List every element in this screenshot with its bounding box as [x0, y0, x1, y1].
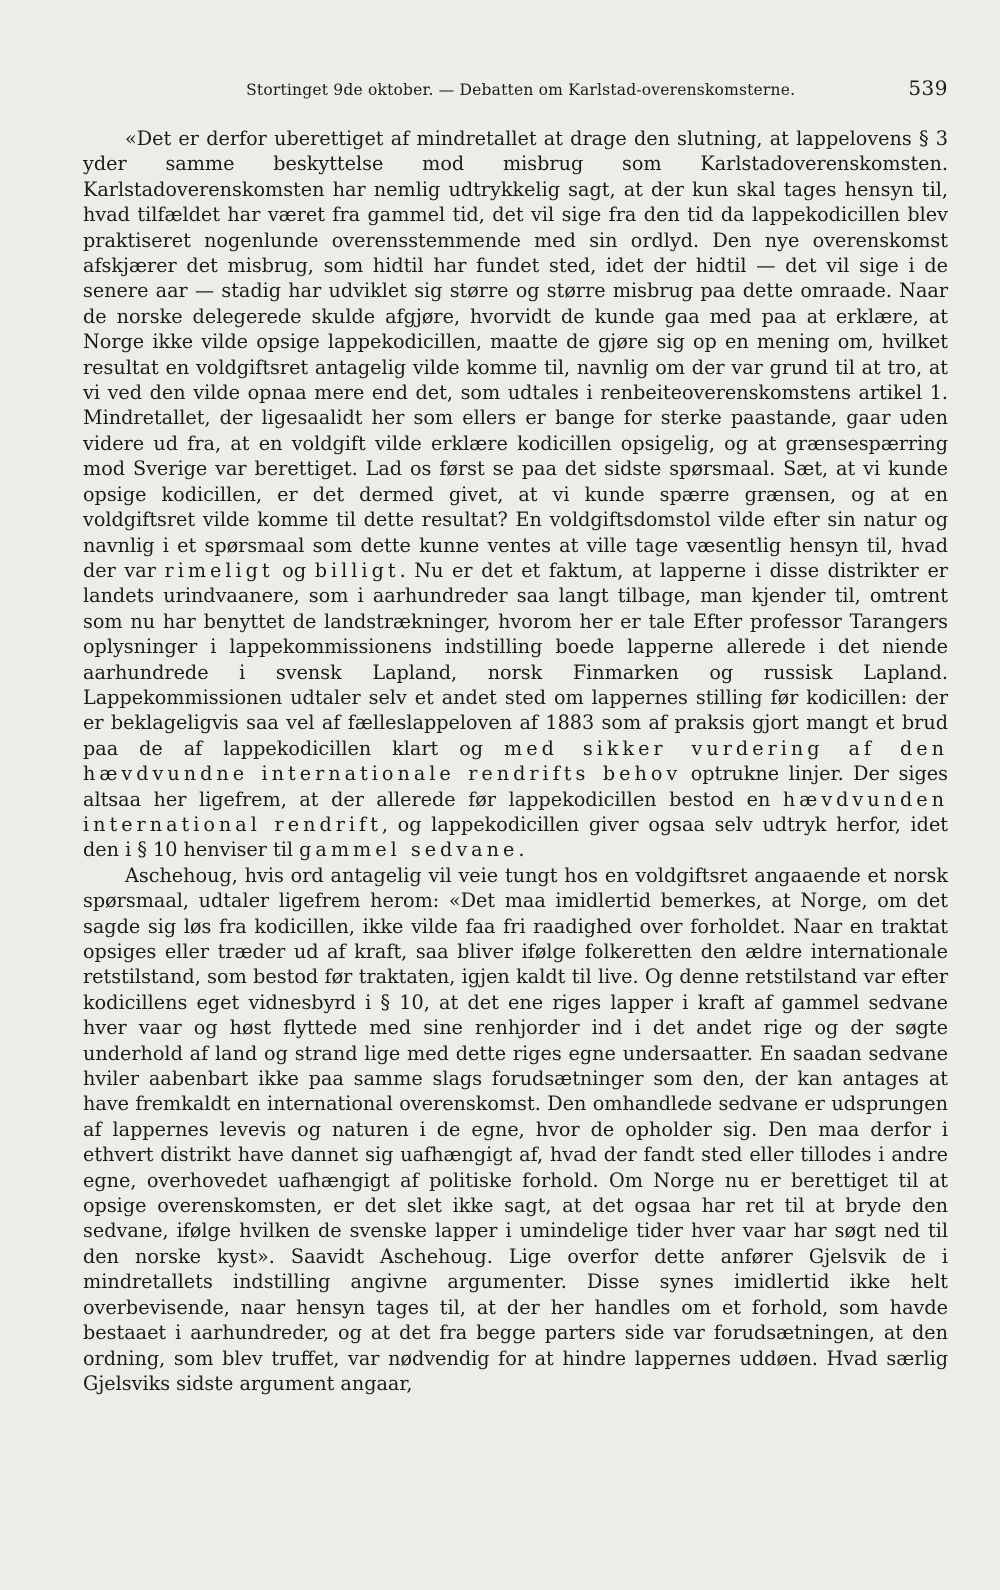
emphasized-text: med sikker vurdering af den hævdvundne internationale rendrifts behov: [83, 736, 948, 786]
text-run: .: [518, 838, 525, 862]
text-run: Aschehoug, hvis ord antagelig vil veie tungt hos en voldgiftsret angaaende et norsk spørsmaal, udtaler ligefrem herom: «Det maa imidlertid bemerkes, at Norge, om det sagde sig løs fra kodicillen, ikke vilde faa fri raadighed over forholdet. Naar en traktat opsiges eller træder ud af kraft, saa bliver ifølge folkeretten den ældre internationale retstilstand, som bestod før traktaten, igjen kaldt til live. Og denne retstilstand var efter kodicillens eget vidnesbyrd i § 10, at det ene riges lapper i kraft af gammel sedvane hver vaar og høst flyttede med sine renhjorder ind i det andet rige og der søgte underhold af land og strand lige med dette riges egne undersaatter. En saadan sedvane hviler aabenbart ikke paa samme slags forudsætninger som den, der kan antages at have fremkaldt en international overenskomst. Den omhandlede sedvane er udsprungen af lappernes levevis og naturen i de egne, hvor de opholder sig. Den maa derfor i ethvert distrikt have dannet sig uafhængigt af, hvad der fandt sted eller tillodes i andre egne, overhovedet uafhængigt af politiske forhold. Om Norge nu er berettiget til at opsige overenskomsten, er det slet ikke sagt, at det ogsaa har ret til at bryde den sedvane, ifølge hvilken de svenske lapper i umindelige tider hver vaar har søgt ned til den norske kyst». Saavidt Aschehoug. Lige overfor dette anfører Gjelsvik de i mindretallets indstilling angivne argumenter. Disse synes imidlertid ikke helt overbevisende, naar hensyn tages til, at der her handles om et forhold, som havde bestaaet i aarhundreder, og at det fra begge parters side var forudsætningen, at den ordning, som blev truffet, var nødvendig for at hindre lappernes uddøen. Hvad særlig Gjelsviks sidste argument angaar,: [83, 863, 948, 1395]
text-run: , og lappekodicillen giver ogsaa selv udtryk herfor, idet den i § 10 henviser til: [83, 812, 949, 862]
text-run: «Det er derfor uberettiget af mindretallet at drage den slutning, at lappelovens § 3 yder samme beskyttelse mod misbrug som Karlstadoverenskomsten. Karlstadoverenskomsten har nemlig udtrykkelig sagt, at der kun skal tages hensyn til, hvad tilfældet har været fra gammel tid, det vil sige fra den tid da lappekodicillen blev praktiseret nogenlunde overensstemmende med sin ordlyd. Den nye overenskomst afskjærer det misbrug, som hidtil har fundet sted, idet der hidtil — det vil sige i de senere aar — stadig har udviklet sig større og større misbrug paa dette omraade. Naar de norske delegerede skulde afgjøre, hvorvidt de kunde gaa med paa at erklære, at Norge ikke vilde opsige lappekodicillen, maatte de gjøre sig op en mening om, hvilket resultat en voldgiftsret antagelig vilde komme til, navnlig om der var grund til at tro, at vi ved den vilde opnaa mere end det, som udtales i renbeiteoverenskomstens artikel 1. Mindretallet, der ligesaalidt her som ellers er bange for sterke paastande, gaar uden videre ud fra, at en voldgift vilde erklære kodicillen opsigelig, og at grænsespærring mod Sverige var berettiget. Lad os først se paa det sidste spørsmaal. Sæt, at vi kunde opsige kodicillen, er det dermed givet, at vi kunde spærre grænsen, og at en voldgiftsret vilde komme til dette resultat? En voldgiftsdomstol vilde efter sin natur og navnlig i et spørsmaal som dette kunne ventes at ville tage væsentlig hensyn til, hvad der var: [83, 127, 948, 582]
emphasized-text: rimeligt: [164, 558, 274, 582]
text-run: . Nu er det et faktum, at lapperne i disse distrikter er landets urindvaanere, som i aarhundreder saa langt tilbage, man kjender til, omtrent som nu har benyttet de landstrækninger, hvorom her er tale Efter professor Tarangers oplysninger i lappekommissionens indstilling boede lapperne allerede i det niende aarhundrede i svensk Lapland, norsk Finmarken og russisk Lapland. Lappekommissionen udtaler selv et andet sted om lappernes stilling før kodicillen: der er beklageligvis saa vel af fælleslappeloven af 1883 som af praksis gjort mangt et brud paa de af lappekodicillen klart og: [83, 558, 948, 760]
page-number: 539: [908, 76, 948, 100]
running-head: [83, 76, 948, 106]
body-text: [83, 126, 948, 1396]
paragraph: [83, 126, 948, 863]
emphasized-text: gammel sedvane: [299, 838, 519, 862]
text-run: og: [273, 558, 315, 582]
header-title: Stortinget 9de oktober. — Debatten om Karlstad-overenskomsterne.: [246, 81, 796, 99]
emphasized-text: billigt: [314, 558, 400, 582]
text-run: optrukne linjer. Der siges altsaa her ligefrem, at der allerede før lappekodicillen bestod en: [83, 762, 948, 811]
paragraph: [83, 863, 948, 1397]
emphasized-text: hævdvunden international rendrift: [83, 787, 948, 836]
